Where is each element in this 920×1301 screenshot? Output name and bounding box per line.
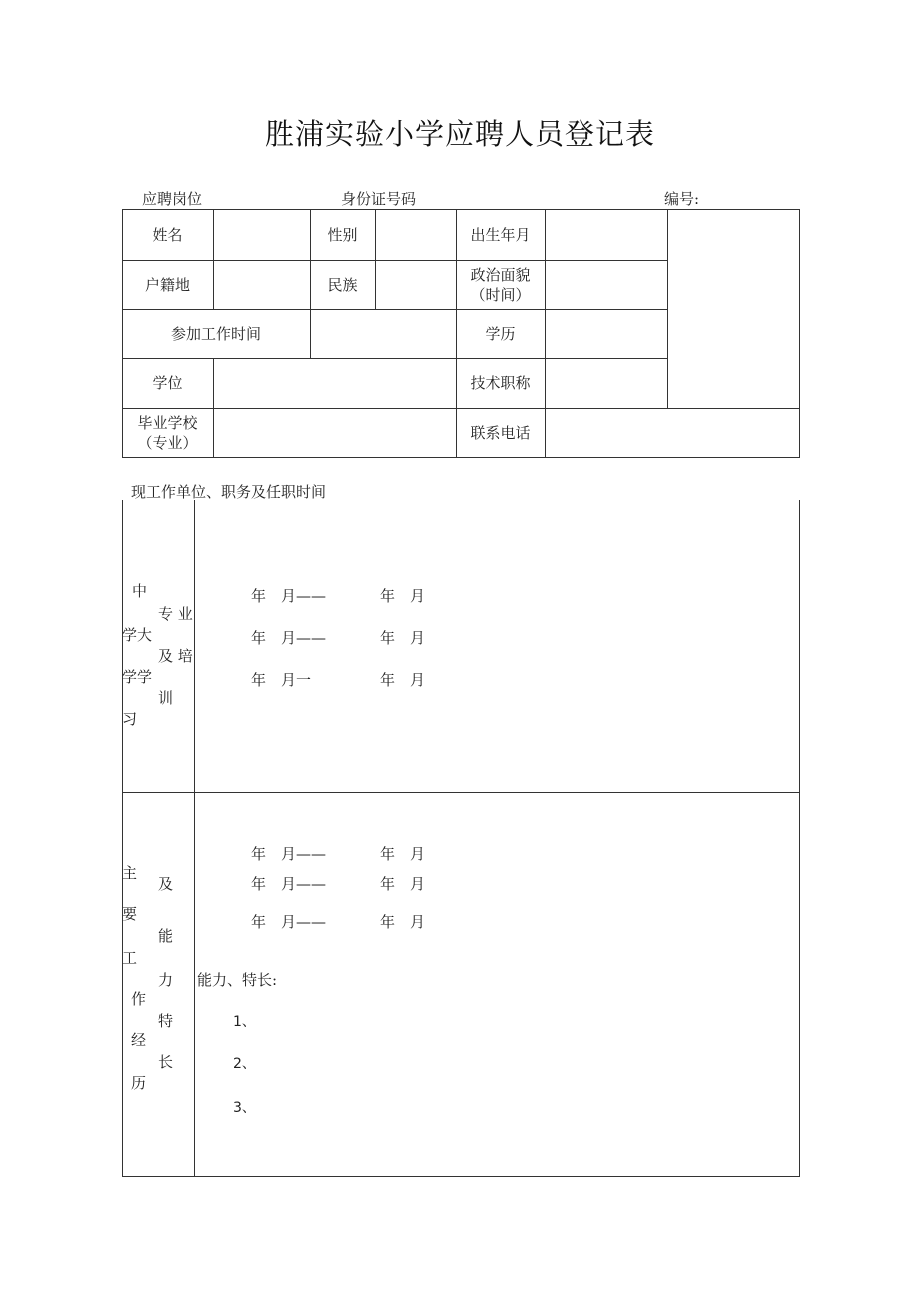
work-left-char: 经 xyxy=(131,1031,147,1049)
position-label: 应聘岗位 xyxy=(142,190,203,208)
ethnicity-input[interactable] xyxy=(376,261,456,309)
ability-label: 能力、特长: xyxy=(197,971,278,989)
study-left-char: 学大 xyxy=(122,626,153,644)
degree-input[interactable] xyxy=(214,359,456,408)
page-title: 胜浦实验小学应聘人员登记表 xyxy=(264,117,655,151)
work-mid-char: 特 xyxy=(158,1012,174,1030)
id-number-label: 身份证号码 xyxy=(341,190,417,208)
title-rank-input[interactable] xyxy=(546,359,667,408)
study-left-char: 中 xyxy=(132,582,148,600)
study-mid-char: 及 培 xyxy=(158,647,193,665)
work-start-label: 参加工作时间 xyxy=(170,324,261,343)
political-status-input[interactable] xyxy=(546,261,667,309)
current-work-label: 现工作单位、职务及任职时间 xyxy=(131,483,327,501)
name-input[interactable] xyxy=(214,210,310,260)
gender-label: 性别 xyxy=(327,225,358,244)
study-mid-char: 训 xyxy=(158,689,174,707)
education-input[interactable] xyxy=(546,310,667,358)
study-left-char: 习 xyxy=(122,710,138,728)
ability-item[interactable]: 2、 xyxy=(233,1056,256,1072)
study-left-char: 学学 xyxy=(122,668,153,686)
photo-box[interactable] xyxy=(668,210,799,408)
work-start-input[interactable] xyxy=(311,310,456,358)
work-left-char: 作 xyxy=(131,990,147,1008)
education-label: 学历 xyxy=(485,324,516,343)
school-label: 毕业学校 （专业） xyxy=(137,413,198,452)
hukou-input[interactable] xyxy=(214,261,310,309)
work-mid-char: 及 xyxy=(158,875,174,893)
phone-input[interactable] xyxy=(546,409,799,457)
birth-label: 出生年月 xyxy=(470,225,531,244)
gender-input[interactable] xyxy=(376,210,456,260)
ability-item[interactable]: 1、 xyxy=(233,1014,256,1030)
degree-label: 学位 xyxy=(152,374,183,392)
name-label: 姓名 xyxy=(152,225,183,244)
work-mid-char: 能 xyxy=(158,927,174,945)
birth-input[interactable] xyxy=(546,210,667,260)
phone-label: 联系电话 xyxy=(470,423,531,442)
title-rank-label: 技术职称 xyxy=(470,374,531,392)
serial-number-label: 编号: xyxy=(664,190,700,208)
school-input[interactable] xyxy=(214,409,456,457)
work-mid-char: 力 xyxy=(158,971,174,989)
work-left-char: 历 xyxy=(131,1074,147,1092)
work-mid-char: 长 xyxy=(158,1053,174,1071)
political-status-label: 政治面貌 （时间） xyxy=(470,265,531,304)
work-left-char: 主 xyxy=(122,864,138,882)
hukou-label: 户籍地 xyxy=(144,275,190,294)
work-left-char: 工 xyxy=(122,949,138,967)
study-mid-char: 专 业 xyxy=(158,605,193,623)
work-left-char: 要 xyxy=(122,905,138,923)
ethnicity-label: 民族 xyxy=(327,275,358,294)
ability-item[interactable]: 3、 xyxy=(233,1100,256,1116)
